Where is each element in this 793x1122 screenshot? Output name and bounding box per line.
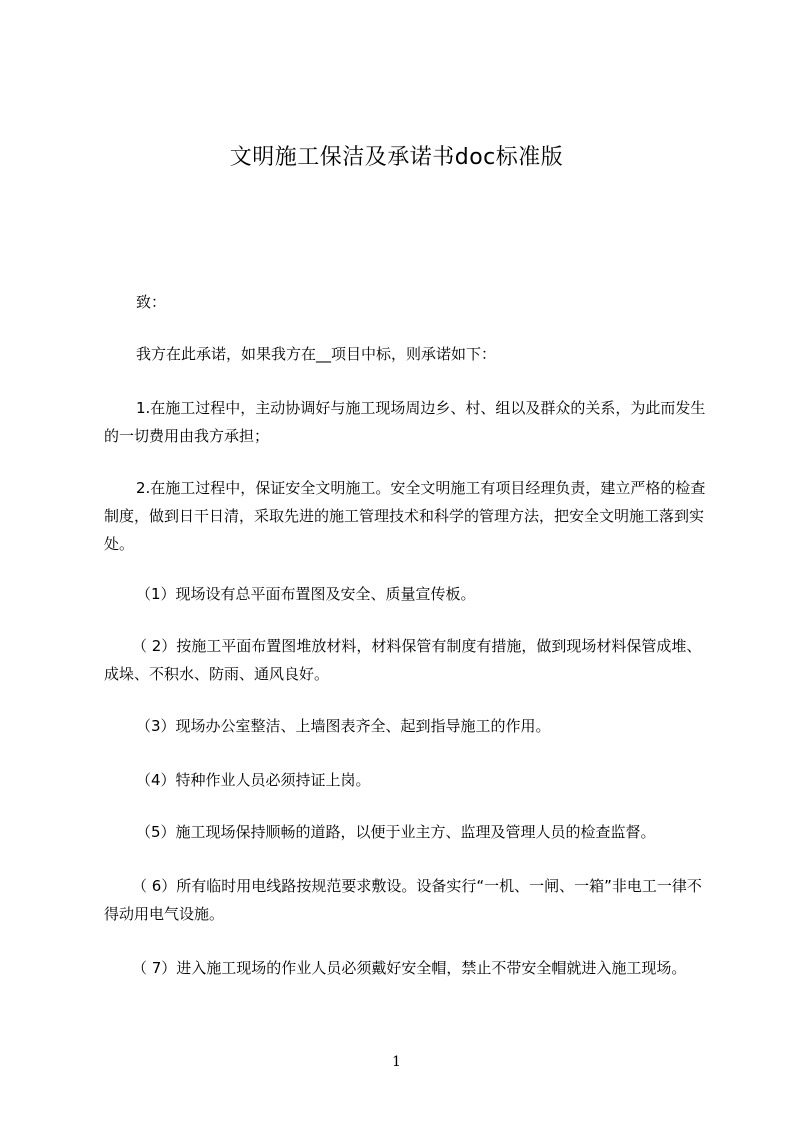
clause-1: 1.在施工过程中，主动协调好与施工现场周边乡、村、组以及群众的关系，为此而发生的一切费用由我方承担；	[104, 399, 706, 445]
clause-2: 2.在施工过程中，保证安全文明施工。安全文明施工有项目经理负责，建立严格的检查制度，做到日干日清，采取先进的施工管理技术和科学的管理方法，把安全文明施工落到实处。	[104, 479, 706, 553]
salutation: 致：	[136, 293, 167, 311]
promise-intro: 我方在此承诺，如果我方在__项目中标，则承诺如下：	[136, 345, 497, 363]
item-5: （5）施工现场保持顺畅的道路，以便于业主方、监理及管理人员的检查监督。	[136, 823, 656, 841]
document-title: 文明施工保洁及承诺书doc标准版	[229, 145, 564, 170]
item-7: （ 7）进入施工现场的作业人员必须戴好安全帽，禁止不带安全帽就进入施工现场。	[132, 959, 687, 977]
item-3: （3）现场办公室整洁、上墙图表齐全、起到指导施工的作用。	[136, 717, 551, 735]
item-1: （1）现场设有总平面布置图及安全、质量宣传板。	[136, 585, 476, 603]
item-2: （ 2）按施工平面布置图堆放材料，材料保管有制度有措施，做到现场材料保管成堆、成垛、不积水、防雨、通风良好。	[104, 637, 702, 683]
item-6: （ 6）所有临时用电线路按规范要求敷设。设备实行“一机、一闸、一箱”非电工一律不得动用电气设施。	[104, 877, 702, 923]
page-number: 1	[392, 1054, 401, 1070]
item-4: （4）特种作业人员必须持证上岗。	[136, 771, 371, 789]
